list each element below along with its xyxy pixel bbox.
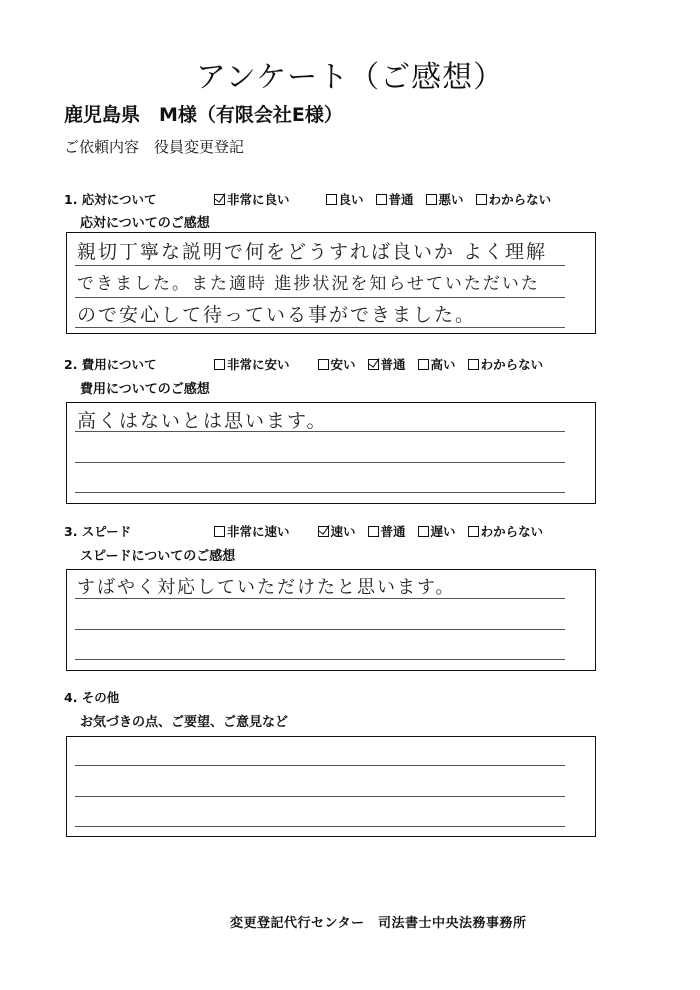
rating-option[interactable]: [214, 522, 290, 540]
rating-options: [214, 190, 563, 208]
rating-option[interactable]: [418, 355, 456, 373]
comment-box-3[interactable]: [66, 569, 596, 671]
comment-box-4[interactable]: [66, 736, 596, 837]
comment-heading: 費用についてのご感想: [80, 382, 210, 397]
question-row-3: [64, 522, 624, 540]
rating-option[interactable]: [326, 190, 364, 208]
comment-heading: お気づきの点、ご要望、ご意見など: [80, 715, 289, 730]
page-title: アンケート（ご感想）: [195, 60, 505, 95]
question-row-4: [64, 688, 624, 706]
rating-option[interactable]: [468, 522, 544, 540]
question-label: 3. スピード: [64, 524, 132, 539]
client-name: 鹿児島県 M様（有限会社E様）: [64, 104, 343, 126]
checkbox-icon[interactable]: [318, 526, 329, 537]
option-label: わからない: [480, 357, 544, 372]
checkbox-icon[interactable]: [326, 194, 337, 205]
comment-box-2[interactable]: [66, 402, 596, 504]
rating-option[interactable]: [476, 190, 552, 208]
checkbox-icon[interactable]: [214, 194, 225, 205]
question-row-1: [64, 190, 624, 208]
option-label: 非常に安い: [227, 357, 290, 372]
comment-box-1[interactable]: [66, 232, 596, 334]
ruled-line: [75, 826, 565, 827]
rating-option[interactable]: [418, 522, 456, 540]
option-label: 安い: [330, 357, 356, 372]
rating-option[interactable]: [368, 522, 406, 540]
ruled-line: [75, 462, 565, 463]
checkbox-icon[interactable]: [214, 526, 225, 537]
ruled-line: [75, 327, 565, 328]
checkbox-icon[interactable]: [368, 526, 379, 537]
rating-option[interactable]: [426, 190, 464, 208]
comment-heading: スピードについてのご感想: [80, 549, 236, 564]
question-label: 1. 応対について: [64, 192, 157, 207]
checkbox-icon[interactable]: [214, 359, 225, 370]
option-label: 非常に速い: [227, 524, 290, 539]
question-label: 4. その他: [64, 690, 120, 705]
option-label: わからない: [488, 192, 552, 207]
rating-options: [214, 355, 555, 373]
rating-option[interactable]: [318, 522, 356, 540]
checkbox-icon[interactable]: [368, 359, 379, 370]
option-label: 遅い: [430, 524, 456, 539]
rating-option[interactable]: [376, 190, 414, 208]
option-label: 普通: [380, 524, 406, 539]
handwritten-comment: 高くはないとは思います。: [77, 410, 328, 432]
ruled-line: [75, 765, 565, 766]
handwritten-comment: ので安心して待っている事ができました。: [77, 304, 477, 326]
option-label: 普通: [388, 192, 414, 207]
ruled-line: [75, 629, 565, 630]
checkbox-icon[interactable]: [376, 194, 387, 205]
ruled-line: [75, 659, 565, 660]
comment-heading: 応対についてのご感想: [80, 216, 210, 231]
rating-option[interactable]: [214, 355, 290, 373]
checkbox-icon[interactable]: [418, 359, 429, 370]
ruled-line: [75, 297, 565, 298]
question-label: 2. 費用について: [64, 357, 157, 372]
ruled-line: [75, 492, 565, 493]
option-label: 悪い: [438, 192, 464, 207]
rating-options: [214, 522, 555, 540]
option-label: わからない: [480, 524, 544, 539]
request-content: ご依頼内容 役員変更登記: [64, 138, 245, 156]
office-name: 変更登記代行センター 司法書士中央法務事務所: [230, 916, 527, 931]
checkbox-icon[interactable]: [418, 526, 429, 537]
checkbox-icon[interactable]: [426, 194, 437, 205]
option-label: 高い: [430, 357, 456, 372]
ruled-line: [75, 796, 565, 797]
option-label: 良い: [338, 192, 364, 207]
ruled-line: [75, 265, 565, 266]
handwritten-comment: 親切丁寧な説明で何をどうすれば良いか よく理解: [77, 241, 548, 263]
checkbox-icon[interactable]: [318, 359, 329, 370]
option-label: 普通: [380, 357, 406, 372]
handwritten-comment: できました。また適時 進捗状況を知らせていただいた: [77, 274, 540, 294]
option-label: 速い: [330, 524, 356, 539]
rating-option[interactable]: [468, 355, 544, 373]
rating-option[interactable]: [368, 355, 406, 373]
question-row-2: [64, 355, 624, 373]
checkbox-icon[interactable]: [468, 526, 479, 537]
handwritten-comment: すばやく対応していただけたと思います。: [77, 577, 456, 598]
checkbox-icon[interactable]: [476, 194, 487, 205]
rating-option[interactable]: [214, 190, 290, 208]
rating-option[interactable]: [318, 355, 356, 373]
option-label: 非常に良い: [227, 192, 290, 207]
checkbox-icon[interactable]: [468, 359, 479, 370]
